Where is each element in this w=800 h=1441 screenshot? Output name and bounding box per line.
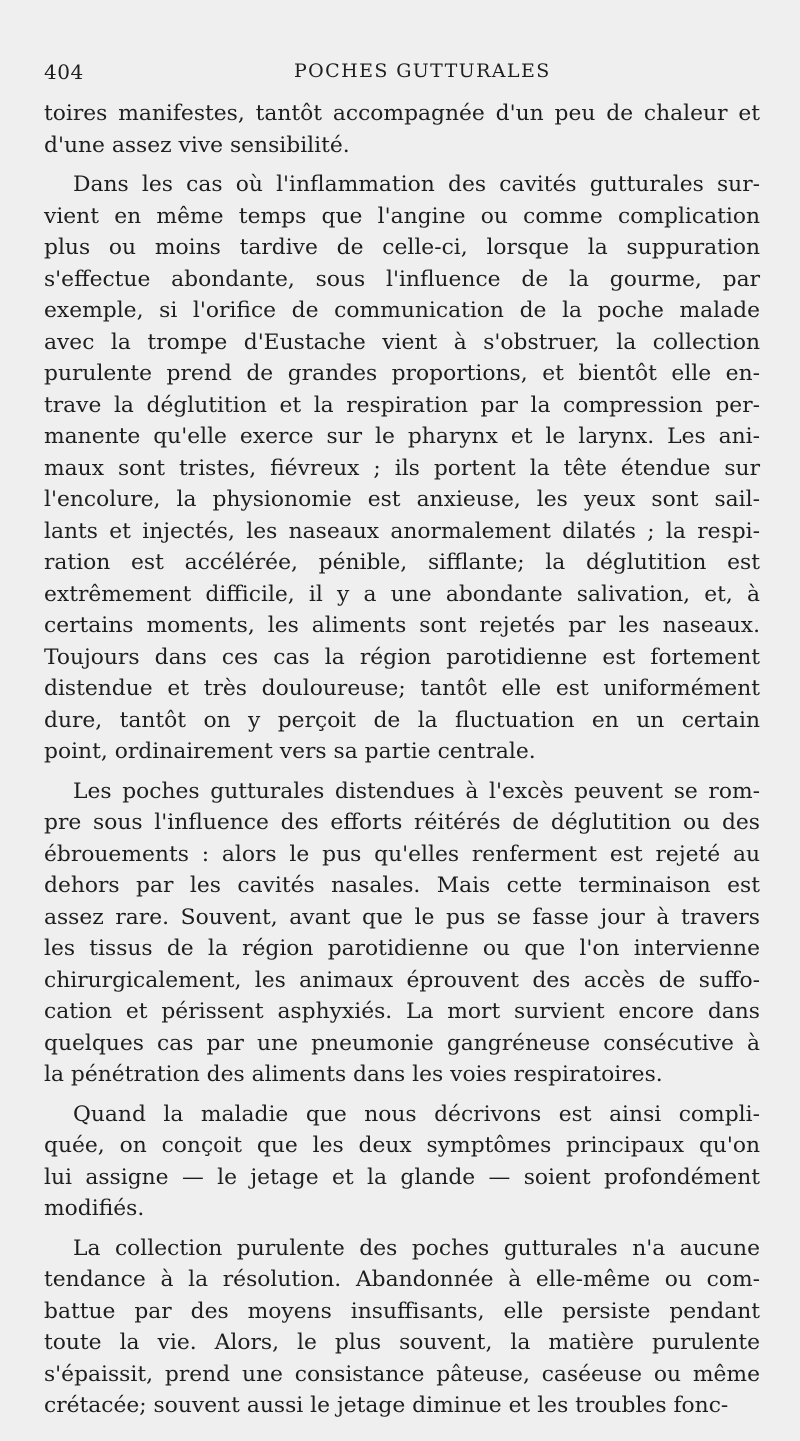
text-line: pre sous l'influence des efforts réitérés de déglutition ou des bbox=[44, 810, 760, 835]
text-line: maux sont tristes, fiévreux ; ils portent la tête étendue sur bbox=[44, 455, 760, 481]
body-text bbox=[44, 98, 760, 1422]
text-line: extrêmement difficile, il y a une abondante salivation, et, à bbox=[44, 581, 760, 607]
text-line: assez rare. Souvent, avant que le pus se fasse jour à travers bbox=[44, 904, 760, 930]
text-line: certains moments, les aliments sont rejetés par les naseaux. bbox=[44, 613, 760, 638]
text-line: tendance à la résolution. Abandonnée à elle-même ou com- bbox=[44, 1267, 760, 1292]
text-line: d'une assez vive sensibilité. bbox=[44, 132, 350, 158]
text-line: la pénétration des aliments dans les voies respiratoires. bbox=[44, 1062, 663, 1087]
text-line: vient en même temps que l'angine ou comme complication bbox=[44, 203, 760, 229]
text-line: avec la trompe d'Eustache vient à s'obstruer, la collection bbox=[44, 329, 760, 355]
text-line: La collection purulente des poches gutturales n'a aucune bbox=[73, 1235, 760, 1261]
text-line: point, ordinairement vers sa partie centrale. bbox=[44, 739, 536, 764]
text-line: toires manifestes, tantôt accompagnée d'un peu de chaleur et bbox=[44, 101, 760, 126]
text-line: exemple, si l'orifice de communication de la poche malade bbox=[44, 298, 760, 323]
text-line: battue par des moyens insuffisants, elle persiste pendant bbox=[44, 1298, 760, 1324]
text-line: s'effectue abondante, sous l'influence de la gourme, par bbox=[44, 266, 760, 292]
text-line: crétacée; souvent aussi le jetage diminue et les troubles fonc- bbox=[44, 1393, 729, 1418]
text-line: distendue et très douloureuse; tantôt elle est uniformément bbox=[44, 676, 760, 701]
text-line: l'encolure, la physionomie est anxieuse, les yeux sont sail- bbox=[44, 487, 760, 512]
text-line: modifiés. bbox=[44, 1196, 145, 1221]
text-line: les tissus de la région parotidienne ou que l'on intervienne bbox=[44, 936, 760, 961]
text-line: ébrouements : alors le pus qu'elles renferment est rejeté au bbox=[44, 841, 760, 867]
paragraph-inflammation bbox=[44, 169, 760, 768]
text-line: purulente prend de grandes proportions, et bientôt elle en- bbox=[44, 361, 760, 386]
text-line: Toujours dans ces cas la région parotidienne est fortement bbox=[44, 644, 760, 670]
running-head: POCHES GUTTURALES bbox=[294, 60, 551, 82]
text-line: plus ou moins tardive de celle-ci, lorsque la suppuration bbox=[44, 235, 760, 260]
text-line: s'épaissit, prend une consistance pâteuse, caséeuse ou même bbox=[44, 1361, 760, 1387]
text-line: ration est accélérée, pénible, sifflante; la déglutition est bbox=[44, 550, 760, 575]
text-line: Quand la maladie que nous décrivons est ainsi compli- bbox=[73, 1101, 760, 1127]
text-line: chirurgicalement, les animaux éprouvent des accès de suffo- bbox=[44, 967, 760, 993]
text-line: quée, on conçoit que les deux symptômes principaux qu'on bbox=[44, 1133, 760, 1158]
text-line: manente qu'elle exerce sur le pharynx et le larynx. Les ani- bbox=[44, 424, 760, 449]
text-line: Dans les cas où l'inflammation des cavités gutturales sur- bbox=[73, 172, 760, 197]
page-header bbox=[44, 60, 760, 88]
page-number: 404 bbox=[44, 60, 84, 84]
text-line: lants et injectés, les naseaux anormalement dilatés ; la respi- bbox=[44, 518, 760, 544]
paragraph-rupture bbox=[44, 776, 760, 1091]
text-line: Les poches gutturales distendues à l'excès peuvent se rom- bbox=[73, 778, 760, 804]
text-line: trave la déglutition et la respiration par la compression per- bbox=[44, 392, 760, 418]
text-line: quelques cas par une pneumonie gangréneuse consécutive à bbox=[44, 1030, 760, 1056]
paragraph-chronic bbox=[44, 1233, 760, 1422]
paragraph-complication bbox=[44, 1099, 760, 1225]
text-line: toute la vie. Alors, le plus souvent, la matière purulente bbox=[44, 1330, 760, 1355]
paragraph-continuation bbox=[44, 98, 760, 161]
text-line: cation et périssent asphyxiés. La mort survient encore dans bbox=[44, 999, 760, 1024]
text-line: dure, tantôt on y perçoit de la fluctuation en un certain bbox=[44, 707, 760, 733]
text-line: dehors par les cavités nasales. Mais cette terminaison est bbox=[44, 873, 760, 898]
text-line: lui assigne — le jetage et la glande — soient profondément bbox=[44, 1164, 760, 1190]
